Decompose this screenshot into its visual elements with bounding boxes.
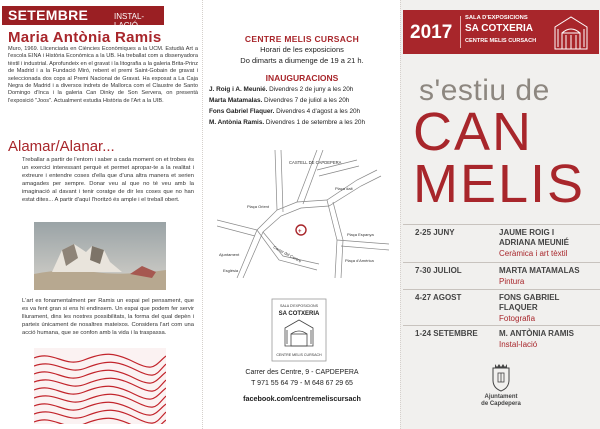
artist-line-1: JAUME ROIG I (499, 228, 555, 237)
schedule-discipline: Instal-lació (499, 340, 538, 349)
map-label-placa-america: Plaça d'Amèrica (345, 258, 374, 263)
centre-label: CENTRE MELIS CURSACH (465, 38, 537, 44)
schedule-row (403, 289, 600, 325)
schedule-discipline: Fotografia (499, 314, 536, 323)
logo-cotxeria-text: SA COTXERIA (278, 311, 320, 317)
schedule-dates: 2-25 JUNY (415, 228, 455, 237)
cover-subtitle: s'estiu de (419, 74, 550, 107)
inauguration-names: M. Antònia Ramis. (209, 119, 265, 126)
sala-label: SALA D'EXPOSICIONS (465, 15, 528, 21)
logo-sala-text: SALA D'EXPOSICIONS (279, 304, 319, 308)
cover-title-can: CAN (413, 102, 534, 162)
location-map (217, 150, 389, 278)
inauguration-names: Fons Gabriel Flaquer. (209, 108, 275, 115)
ajuntament-label-1: Ajuntament (484, 394, 518, 400)
svg-text:+: + (298, 229, 302, 235)
inauguration-item (209, 97, 401, 104)
artist-name: Maria Antònia Ramis (8, 29, 162, 46)
inauguration-date: Divendres 2 de juny a les 20h (267, 86, 354, 93)
schedule-dates: 1-24 SETEMBRE (415, 329, 478, 338)
inauguration-names: J. Roig i A. Meunié. (209, 86, 268, 93)
map-label-placa-dalt: Plaça dalt (335, 186, 353, 191)
header-bar (403, 10, 599, 54)
middle-panel (202, 0, 401, 429)
venue-title: CENTRE MELIS CURSACH (244, 34, 360, 44)
schedule-discipline: Pintura (499, 277, 525, 286)
schedule-artist: M. ANTÒNIA RAMIS (499, 329, 574, 338)
left-panel (0, 0, 202, 429)
artist-bio: Muro, 1969. Llicenciada en Ciències Econòmiques a la UCM. Estudià Art a l'escola EINA i Història Econòmica a la UB. Ha treballat com a dissenyadora tèxtil i industrial. Aprofundeix en el gravat i la litografia a la galeria Brita-Prinz de Madrid i a la Fundació Miró, rebent el premi Saint-Gobain de gravat i seleccionada dos cops al Premi Nacional de Gravat. Ha exposat a La Caja Negra de Madrid i a diversos indrets de Mallorca com el Claustre de Santo Domingo d'Inca i la galeria Can Dinky de Son Servera, on presentà l'exposició "Joos". Actualment estudia Història de l'Art a la UIB. (8, 46, 198, 104)
work-description-2: L'art es fonamentalment per Ramis un espai pel pensament, que es va fent gran si ens hi endinsem. Un espai que podem fer servir lliurament, dins les nostres possibilitats, la forma del qual depèn i parteix únicament de nosaltres mateixos. Considera l'art com una acció humana, que se confon amb la vida i la traspassa. (22, 298, 194, 336)
cotxeria-label: SA COTXERIA (465, 23, 533, 34)
cover-panel (400, 0, 600, 429)
map-label-esglesia: Església (223, 268, 239, 273)
inauguration-date: Divendres 4 d'agost a les 20h (274, 108, 361, 115)
address: Carrer des Centre, 9 - CAPDEPERA (245, 369, 359, 376)
year: 2017 (410, 22, 453, 43)
artist-line-2: FLAQUER (499, 303, 538, 312)
schedule-dates: 7-30 JULIOL (415, 266, 462, 275)
map-label-carrer-centre: Carrer del Centre (272, 244, 303, 264)
inauguration-item (209, 119, 401, 126)
schedule-row (403, 325, 600, 351)
inauguration-date: Divendres 1 de setembre a les 20h (264, 119, 366, 126)
map-label-placa-espanya: Plaça Espanya (347, 232, 374, 237)
inauguration-date: Divendres 7 de juliol a les 20h (262, 97, 350, 104)
installation-photo (34, 222, 166, 290)
sa-cotxeria-logo (271, 298, 327, 362)
coat-of-arms-icon (489, 362, 513, 392)
logo-centre-text: CENTRE MELIS CURSACH (276, 353, 322, 357)
artist-line-1: FONS GABRIEL (499, 293, 560, 302)
work-title: Alamar/Alanar... (8, 138, 115, 155)
section-label: SETEMBRE (8, 7, 89, 23)
inaugurations-title: INAUGURACIONS (265, 73, 339, 83)
map-label-castell: CASTELL DE CAPDEPERA (289, 160, 342, 165)
facebook-link[interactable]: facebook.com/centremeliscursach (243, 394, 361, 403)
schedule-artist (499, 228, 569, 248)
schedule-row (403, 262, 600, 288)
section-sublabel: INSTAL-LACIÓ (114, 12, 145, 30)
phone-numbers: T 971 55 64 79 - M 648 67 29 65 (251, 380, 353, 387)
hours-value: Do dimarts a diumenge de 19 a 21 h. (240, 55, 364, 65)
inauguration-item (209, 86, 401, 93)
inauguration-item (209, 108, 401, 115)
cover-title-melis: MELIS (413, 154, 586, 214)
schedule-artist (499, 293, 559, 313)
thread-artwork-image (34, 348, 166, 424)
ajuntament-label-2: de Capdepera (481, 401, 521, 407)
header-divider (460, 16, 461, 48)
section-band (2, 6, 164, 30)
work-description-1: Treballar a partir de l'entorn i saber a cada moment on et trobes és un exercici interessant perquè et permet apropar-te a la realitat i extreure i entendre coses d'ella que d'una altra manera et serien amagades per sempre. Donar veu al que no té veu amb la imaginació al davant i tenir coratge de dir les coses que no han estat dites... A partir d'aquí l'horitzó és ample i el treball obert. (22, 157, 194, 203)
schedule-artist: MARTA MATAMALAS (499, 266, 580, 275)
artist-line-2: ADRIANA MEUNIÉ (499, 238, 569, 247)
schedule-discipline: Ceràmica i art tèxtil (499, 249, 568, 258)
hours-label: Horari de les exposicions (260, 45, 344, 54)
schedule-dates: 4-27 AGOST (415, 293, 462, 302)
map-label-placa-orient: Plaça Orient (247, 204, 270, 209)
inauguration-names: Marta Matamalas. (209, 97, 263, 104)
building-icon (549, 13, 593, 51)
opening-hours (203, 45, 401, 66)
schedule-row (403, 224, 600, 260)
map-label-ajuntament: Ajuntament (219, 252, 240, 257)
